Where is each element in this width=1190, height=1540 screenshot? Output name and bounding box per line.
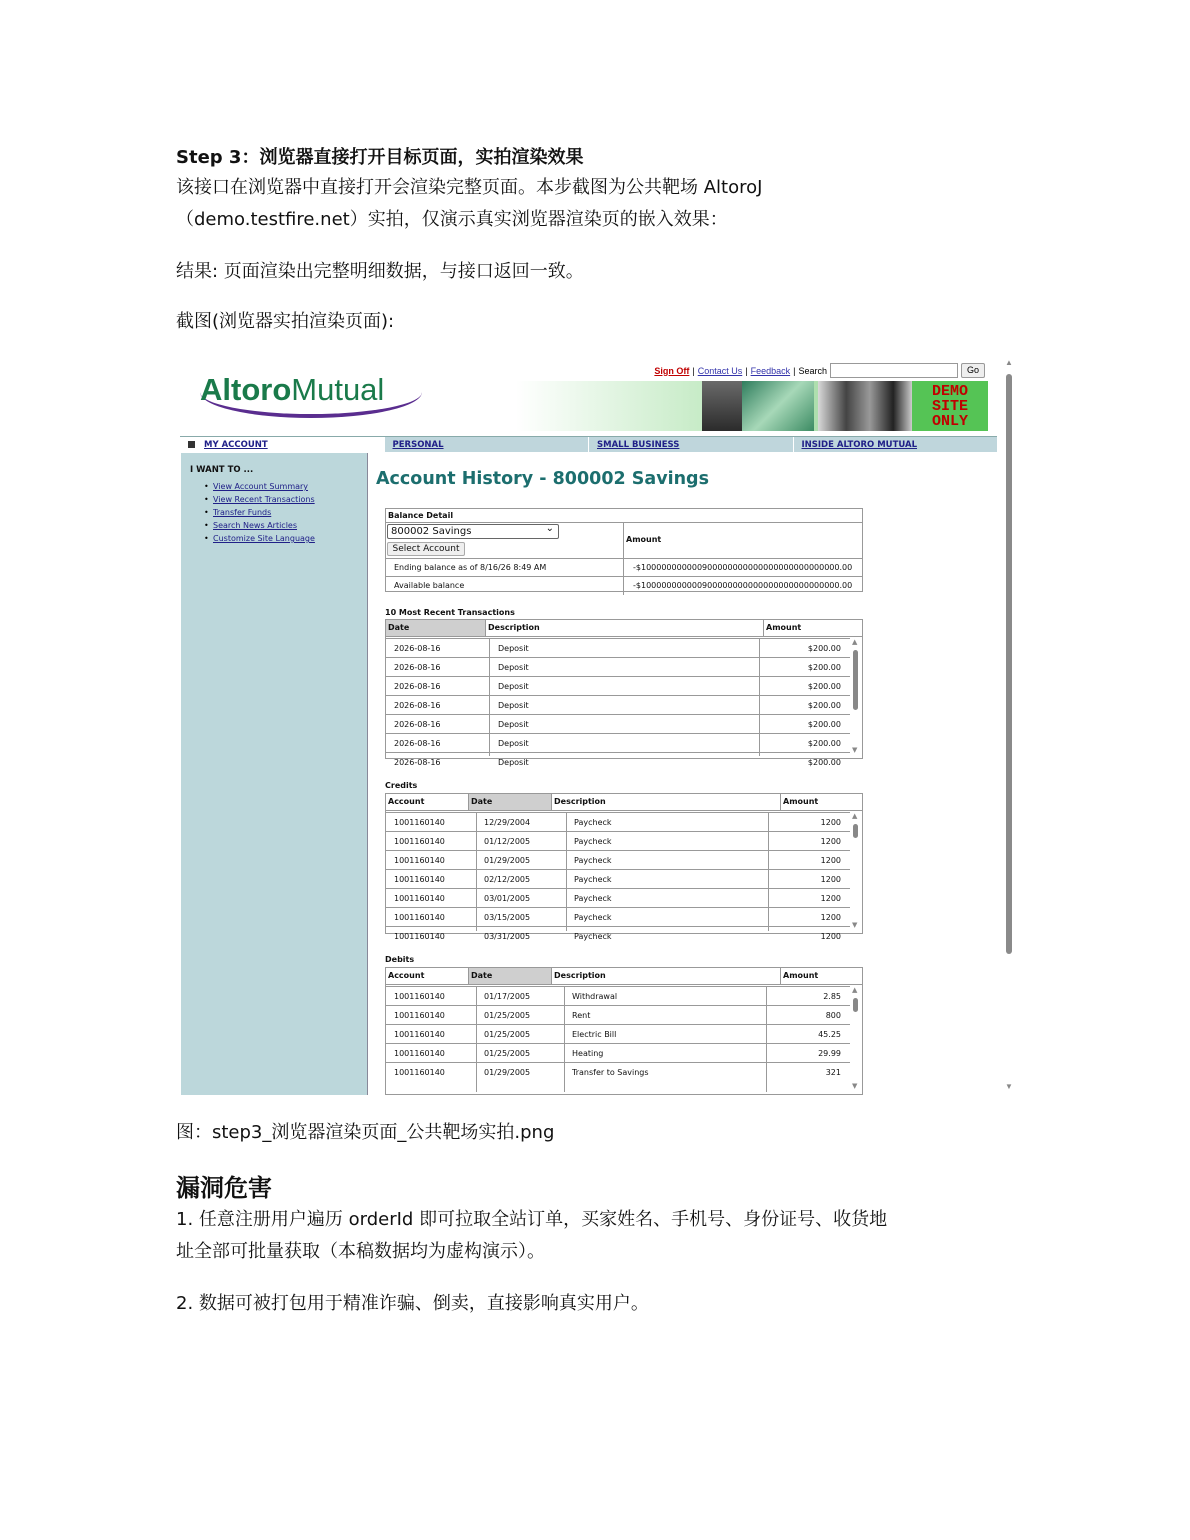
table-cell: 01/17/2005 — [484, 992, 531, 1001]
sidebar-link-recent-transactions[interactable] — [190, 493, 358, 506]
credits-table — [385, 793, 863, 941]
table-cell: 1001160140 — [394, 913, 445, 922]
table-cell: 01/25/2005 — [484, 1011, 531, 1020]
nav-inside-altoro[interactable]: INSIDE ALTORO MUTUAL — [793, 437, 998, 452]
table-cell: $200.00 — [807, 644, 841, 653]
table-cell: 1001160140 — [394, 1049, 445, 1058]
sidebar-link-transfer-funds[interactable] — [190, 506, 358, 519]
table-cell: 2026-08-16 — [394, 644, 441, 653]
account-select[interactable]: 800002 Savings ⌄ — [387, 524, 559, 539]
nav-personal[interactable]: PERSONAL — [384, 437, 589, 452]
demo-line-2: SITE — [931, 398, 968, 415]
result-paragraph: 结果: 页面渲染出完整明细数据，与接口返回一致。 — [176, 261, 584, 282]
table-row — [386, 1024, 850, 1043]
column-header: Date — [469, 794, 552, 811]
table-cell: Paycheck — [574, 913, 612, 922]
demo-line-3: ONLY — [931, 413, 968, 430]
table-cell: 01/12/2005 — [484, 837, 531, 846]
separator: | — [745, 365, 748, 376]
available-balance-row — [386, 576, 862, 594]
embedded-screenshot — [180, 358, 1017, 1095]
table-cell: 1001160140 — [394, 875, 445, 884]
link-label: View Recent Transactions — [213, 495, 315, 504]
sidebar-link-account-summary[interactable] — [190, 480, 358, 493]
table-cell: Paycheck — [574, 932, 612, 941]
recent-transactions-label: 10 Most Recent Transactions — [385, 608, 515, 617]
column-header: Account — [386, 968, 469, 985]
table-cell: 321 — [825, 1068, 841, 1077]
table-cell: 1001160140 — [394, 1030, 445, 1039]
sidebar-link-news-articles[interactable] — [190, 519, 358, 532]
separator: | — [692, 365, 695, 376]
impact-paragraph-2: 2. 数据可被打包用于精准诈骗、倒卖，直接影响真实用户。 — [176, 1293, 649, 1314]
table-cell: 12/29/2004 — [484, 818, 531, 827]
table-cell: 1200 — [820, 856, 841, 865]
nav-small-business[interactable]: SMALL BUSINESS — [588, 437, 793, 452]
search-input[interactable] — [830, 363, 958, 378]
balance-header: Balance Detail — [386, 509, 862, 523]
column-divider — [768, 812, 769, 931]
lock-icon — [188, 441, 195, 448]
column-divider — [766, 986, 767, 1092]
column-divider — [476, 986, 477, 1092]
table-cell: Electric Bill — [572, 1030, 617, 1039]
table-row — [386, 638, 850, 657]
table-cell: 2026-08-16 — [394, 739, 441, 748]
table-row — [386, 752, 850, 771]
column-divider — [566, 812, 567, 931]
ending-balance-label: Ending balance as of 8/16/26 8:49 AM — [394, 563, 547, 572]
column-header: Date — [469, 968, 552, 985]
scroll-thumb[interactable] — [1006, 374, 1012, 954]
table-row — [386, 812, 850, 831]
table-cell: 29.99 — [818, 1049, 841, 1058]
altoro-logo[interactable] — [200, 372, 384, 408]
link-label: Transfer Funds — [213, 508, 272, 517]
feedback-link[interactable]: Feedback — [750, 365, 791, 376]
search-label: Search — [798, 365, 827, 376]
table-cell: Deposit — [498, 644, 529, 653]
demo-line-1: DEMO — [931, 383, 968, 400]
column-divider — [759, 638, 760, 756]
table-row — [386, 869, 850, 888]
table-cell: 2026-08-16 — [394, 682, 441, 691]
table-scrollbar[interactable] — [850, 812, 862, 931]
table-cell: 1200 — [820, 913, 841, 922]
table-cell: Paycheck — [574, 818, 612, 827]
sign-off-link[interactable]: Sign Off — [654, 365, 690, 376]
table-cell: 1200 — [820, 875, 841, 884]
table-cell: Deposit — [498, 663, 529, 672]
scroll-thumb[interactable] — [853, 998, 858, 1012]
table-cell: 03/31/2005 — [484, 932, 531, 941]
intro-line-2: （demo.testfire.net）实拍，仅演示真实浏览器渲染页的嵌入效果： — [176, 209, 728, 230]
column-header: Description — [486, 620, 764, 637]
table-cell: Deposit — [498, 682, 529, 691]
table-cell: 1200 — [820, 894, 841, 903]
section-heading: 漏洞危害 — [176, 1174, 272, 1202]
intro-paragraph — [176, 172, 762, 236]
table-row — [386, 695, 850, 714]
column-divider — [489, 638, 490, 756]
figure-caption: 图：step3_浏览器渲染页面_公共靶场实拍.png — [176, 1122, 555, 1143]
page-title: Account History - 800002 Savings — [376, 469, 709, 489]
available-balance-label: Available balance — [394, 581, 465, 590]
table-cell: 01/29/2005 — [484, 856, 531, 865]
logo-regular: Mutual — [291, 372, 385, 407]
debits-label: Debits — [385, 955, 415, 964]
table-cell: 03/01/2005 — [484, 894, 531, 903]
table-row — [386, 1005, 850, 1024]
table-scrollbar[interactable] — [850, 986, 862, 1092]
impact-1-line-2: 址全部可批量获取（本稿数据均为虚构演示）。 — [176, 1241, 545, 1262]
table-cell: $200.00 — [807, 739, 841, 748]
separator: | — [793, 365, 796, 376]
sidebar-heading: I WANT TO ... — [190, 465, 254, 475]
column-header: Date — [386, 620, 486, 637]
table-cell: 1001160140 — [394, 992, 445, 1001]
table-cell: $200.00 — [807, 758, 841, 767]
debits-table — [385, 967, 863, 1095]
table-cell: $200.00 — [807, 720, 841, 729]
sidebar-link-site-language[interactable] — [190, 532, 358, 545]
table-cell: 800 — [825, 1011, 841, 1020]
link-label: Search News Articles — [213, 521, 298, 530]
table-cell: $200.00 — [807, 701, 841, 710]
credits-label: Credits — [385, 781, 418, 790]
table-cell: 1200 — [820, 818, 841, 827]
sidebar — [181, 453, 368, 1095]
banner-photo-business — [818, 381, 912, 431]
column-header: Account — [386, 794, 469, 811]
column-divider — [476, 812, 477, 931]
banner-photo-woman — [702, 381, 742, 431]
table-cell: 2026-08-16 — [394, 663, 441, 672]
table-cell: Deposit — [498, 739, 529, 748]
table-body — [386, 986, 850, 1092]
scroll-down-icon[interactable]: ▼ — [852, 746, 858, 754]
column-divider — [564, 986, 565, 1092]
table-body — [386, 638, 850, 767]
table-cell: Paycheck — [574, 875, 612, 884]
table-cell: 1001160140 — [394, 932, 445, 941]
table-row — [386, 1062, 850, 1081]
table-cell: 1001160140 — [394, 837, 445, 846]
contact-us-link[interactable]: Contact Us — [697, 365, 743, 376]
table-cell: 2026-08-16 — [394, 701, 441, 710]
ending-balance-value: -$100000000000900000000000000000000000000.00 — [623, 559, 863, 577]
table-cell: Paycheck — [574, 837, 612, 846]
table-cell: Withdrawal — [572, 992, 618, 1001]
go-button[interactable]: Go — [961, 363, 985, 378]
table-cell: Paycheck — [574, 894, 612, 903]
table-cell: $200.00 — [807, 663, 841, 672]
table-cell: 01/25/2005 — [484, 1049, 531, 1058]
demo-site-badge — [912, 381, 988, 431]
table-cell: $200.00 — [807, 682, 841, 691]
table-row — [386, 714, 850, 733]
table-cell: 01/25/2005 — [484, 1030, 531, 1039]
table-row — [386, 986, 850, 1005]
table-cell: Heating — [572, 1049, 604, 1058]
scroll-down-icon[interactable]: ▼ — [852, 1082, 858, 1090]
table-cell: 2026-08-16 — [394, 720, 441, 729]
table-cell: Transfer to Savings — [572, 1068, 649, 1077]
logo-bold: Altoro — [200, 372, 292, 407]
table-cell: 1001160140 — [394, 818, 445, 827]
table-row — [386, 657, 850, 676]
table-cell: Rent — [572, 1011, 591, 1020]
table-cell: Paycheck — [574, 856, 612, 865]
scroll-up-icon[interactable]: ▲ — [1005, 358, 1013, 367]
nav-my-account[interactable] — [180, 437, 384, 452]
table-cell: 1001160140 — [394, 1068, 445, 1077]
recent-transactions-table — [385, 619, 863, 767]
table-row — [386, 888, 850, 907]
impact-1-line-1: 1. 任意注册用户遍历 orderId 即可拉取全站订单，买家姓名、手机号、身份证号、收货地 — [176, 1209, 888, 1230]
table-row — [386, 926, 850, 945]
header-banner — [516, 381, 988, 431]
amount-header: Amount — [623, 523, 863, 558]
table-row — [386, 1043, 850, 1062]
available-balance-value: -$100000000000900000000000000000000000000.00 — [623, 577, 863, 595]
scroll-thumb[interactable] — [853, 650, 858, 710]
main-nav — [180, 436, 997, 452]
scroll-thumb[interactable] — [853, 824, 858, 838]
scroll-up-icon[interactable]: ▲ — [852, 638, 858, 646]
intro-line-1: 该接口在浏览器中直接打开会渲染完整页面。本步截图为公共靶场 AltoroJ — [176, 177, 763, 198]
table-body — [386, 812, 850, 941]
impact-paragraph-1 — [176, 1204, 1006, 1268]
scroll-up-icon[interactable]: ▲ — [852, 986, 858, 994]
column-header: Description — [552, 794, 781, 811]
table-row — [386, 676, 850, 695]
column-header: Amount — [781, 968, 863, 985]
table-cell: 1200 — [820, 837, 841, 846]
table-cell: Deposit — [498, 701, 529, 710]
link-label: View Account Summary — [213, 482, 309, 491]
screenshot-label: 截图(浏览器实拍渲染页面): — [176, 311, 395, 332]
top-links — [654, 363, 985, 378]
table-cell: 2026-08-16 — [394, 758, 441, 767]
link-label: Customize Site Language — [213, 534, 315, 543]
column-header: Description — [552, 968, 781, 985]
balance-detail-table — [385, 508, 863, 592]
table-cell: 03/15/2005 — [484, 913, 531, 922]
nav-label: MY ACCOUNT — [204, 440, 268, 450]
table-cell: Deposit — [498, 758, 529, 767]
banner-photo-money — [742, 381, 814, 431]
scroll-up-icon[interactable]: ▲ — [852, 812, 858, 820]
scroll-down-icon[interactable]: ▼ — [1005, 1082, 1013, 1091]
table-row — [386, 831, 850, 850]
column-header: Amount — [781, 794, 863, 811]
table-row — [386, 733, 850, 752]
column-header: Amount — [764, 620, 863, 637]
select-account-button[interactable]: Select Account — [387, 542, 465, 556]
table-row — [386, 907, 850, 926]
table-cell: 1200 — [820, 932, 841, 941]
ending-balance-row — [386, 558, 862, 576]
table-cell: 1001160140 — [394, 894, 445, 903]
table-cell: 2.85 — [823, 992, 841, 1001]
table-cell: 45.25 — [818, 1030, 841, 1039]
page-scrollbar[interactable] — [1005, 358, 1013, 1094]
table-row — [386, 850, 850, 869]
table-cell: 01/29/2005 — [484, 1068, 531, 1077]
table-cell: Deposit — [498, 720, 529, 729]
table-cell: 02/12/2005 — [484, 875, 531, 884]
table-scrollbar[interactable] — [850, 638, 862, 756]
scroll-down-icon[interactable]: ▼ — [852, 921, 858, 929]
table-cell: 1001160140 — [394, 1011, 445, 1020]
table-cell: 1001160140 — [394, 856, 445, 865]
step-title: Step 3：浏览器直接打开目标页面，实拍渲染效果 — [176, 147, 584, 168]
